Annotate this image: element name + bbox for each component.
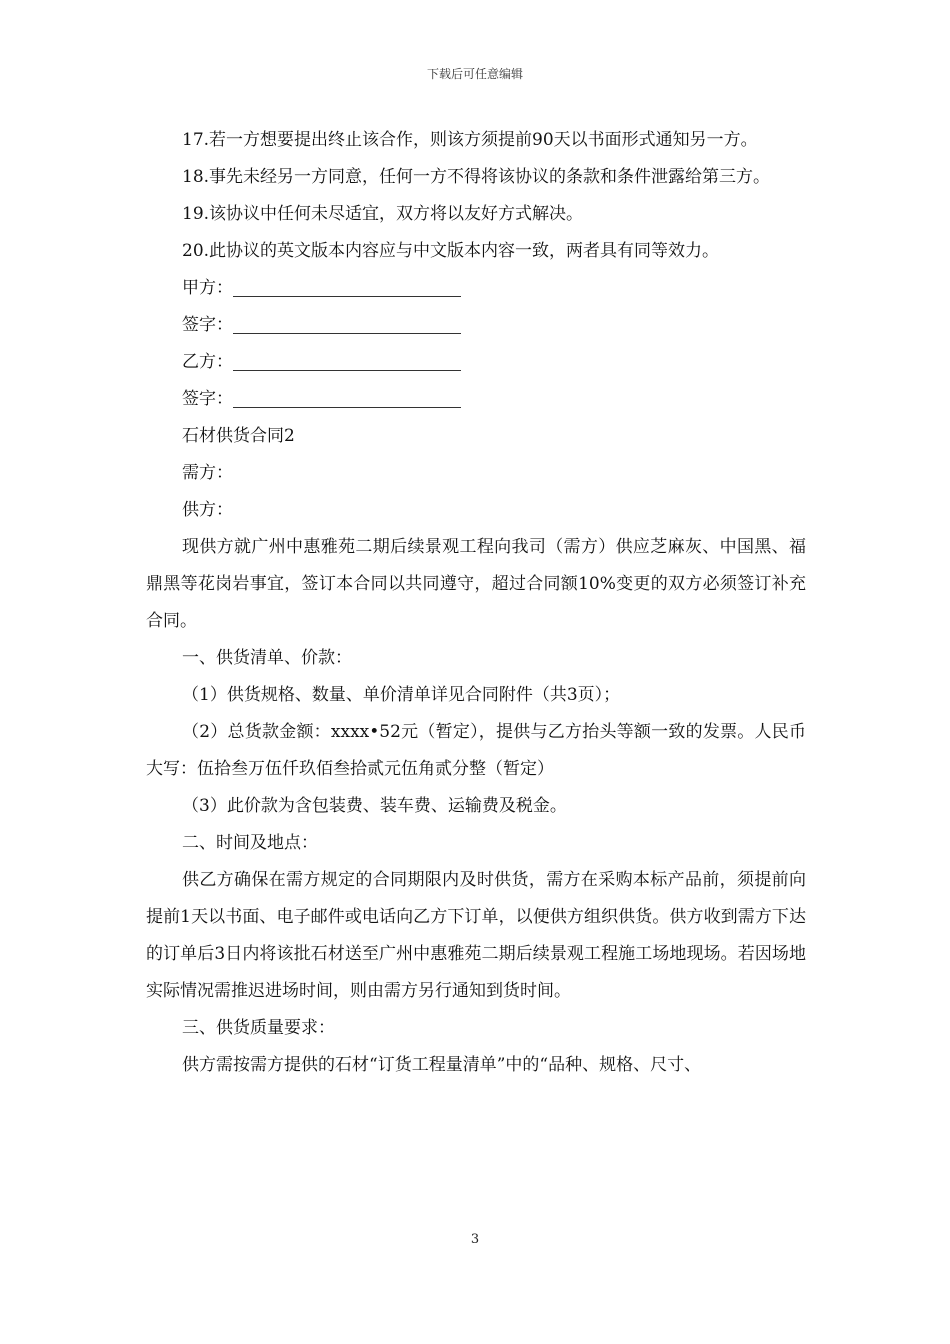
document-body	[146, 122, 806, 1084]
contract-2-title: 石材供货合同2	[182, 426, 295, 446]
section-3-title: 三、供货质量要求：	[182, 1018, 335, 1038]
party-a-label: 甲方：	[182, 278, 233, 298]
clause-18: 18.事先未经另一方同意，任何一方不得将该协议的条款和条件泄露给第三方。	[182, 167, 771, 187]
party-b-blank-line	[233, 348, 461, 371]
section-3-body: 供方需按需方提供的石材“订货工程量清单”中的“品种、规格、尺寸、	[182, 1055, 702, 1075]
clause-20: 20.此协议的英文版本内容应与中文版本内容一致，两者具有同等效力。	[182, 241, 720, 261]
buyer-label: 需方：	[182, 463, 233, 483]
party-b-label: 乙方：	[182, 352, 233, 372]
supplier-label: 供方：	[182, 500, 233, 520]
page-number: 3	[470, 1232, 480, 1247]
sign-b-label: 签字：	[182, 389, 233, 409]
clause-17: 17.若一方想要提出终止该合作，则该方须提前90天以书面形式通知另一方。	[182, 130, 758, 150]
party-b-signature-row	[146, 344, 806, 381]
party-a-blank-line	[233, 274, 461, 297]
section-1-item-3: （3）此价款为含包装费、装车费、运输费及税金。	[182, 796, 567, 816]
sign-b-row	[146, 381, 806, 418]
contract-intro: 现供方就广州中惠雅苑二期后续景观工程向我司（需方）供应芝麻灰、中国黑、福鼎黑等花岗岩事宜，签订本合同以共同遵守，超过合同额10%变更的双方必须签订补充合同。	[146, 537, 806, 631]
section-1-title: 一、供货清单、价款：	[182, 648, 352, 668]
section-2-body: 供乙方确保在需方规定的合同期限内及时供货，需方在采购本标产品前，须提前向提前1天以书面、电子邮件或电话向乙方下订单，以便供方组织供货。供方收到需方下达的订单后3日内将该批石材送至广州中惠雅苑二期后续景观工程施工场地现场。若因场地实际情况需推迟进场时间，则由需方另行通知到货时间。	[146, 870, 806, 1001]
page-header: 下载后可任意编辑	[426, 67, 523, 81]
section-1-item-1: （1）供货规格、数量、单价清单详见合同附件（共3页）；	[182, 685, 621, 705]
sign-a-row	[146, 307, 806, 344]
sign-a-label: 签字：	[182, 315, 233, 335]
party-a-signature-row	[146, 270, 806, 307]
sign-b-blank-line	[233, 385, 461, 408]
section-1-item-2: （2）总货款金额：xxxx•52元（暂定），提供与乙方抬头等额一致的发票。人民币大写：伍拾叁万伍仟玖佰叁拾贰元伍角贰分整（暂定）	[146, 722, 806, 779]
section-2-title: 二、时间及地点：	[182, 833, 318, 853]
sign-a-blank-line	[233, 311, 461, 334]
clause-19: 19.该协议中任何未尽适宜，双方将以友好方式解决。	[182, 204, 584, 224]
